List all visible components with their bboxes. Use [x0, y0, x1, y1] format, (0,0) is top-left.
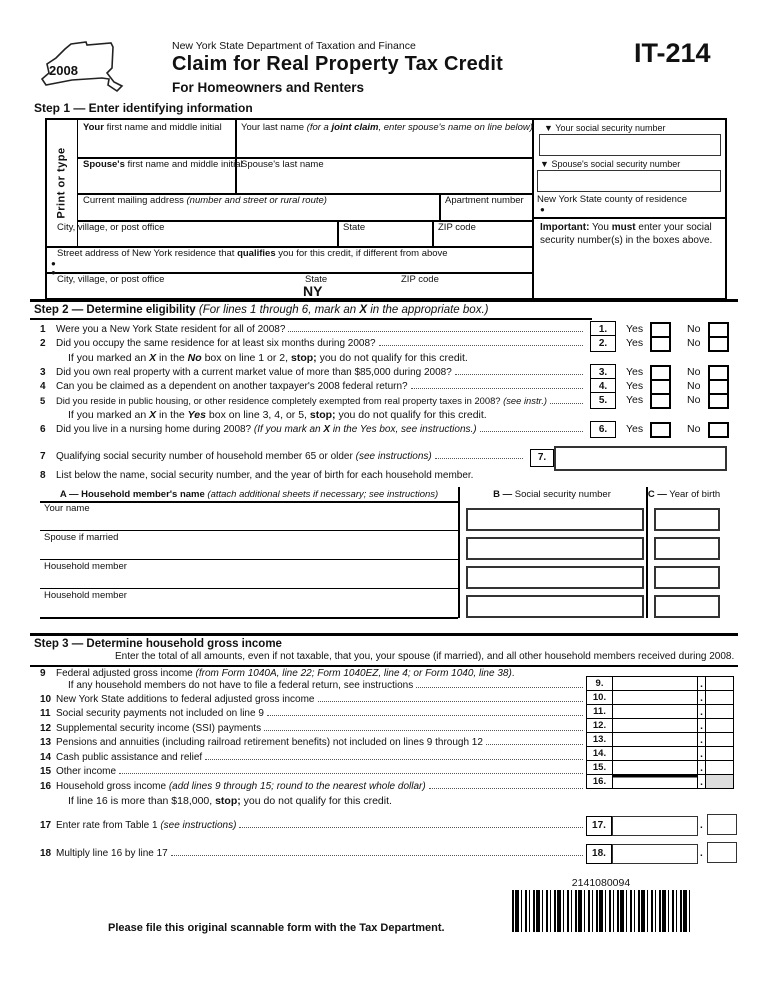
qualifying-street-label: Street address of New York residence that qualifies you for this credit, if different from above — [57, 248, 448, 259]
income-row-11: 11. . — [586, 705, 734, 719]
state2-label: State — [305, 274, 328, 285]
no-label: No — [687, 423, 701, 435]
mailing-address-label: Current mailing address (number and street or rural route) — [83, 195, 327, 206]
yes-label: Yes — [626, 337, 644, 349]
line12-cents-input[interactable] — [705, 719, 734, 732]
county-label: New York State county of residence — [537, 194, 687, 205]
line17-decimal-input[interactable] — [707, 814, 737, 835]
line7-number-box: 7. — [530, 449, 554, 467]
line-10-text: 10 New York State additions to federal adjusted gross income — [40, 694, 586, 706]
line-16-text: 16 Household gross income (add lines 9 through 15; round to the nearest whole dollar) — [40, 781, 586, 793]
barcode-number: 2141080094 — [571, 877, 631, 889]
household-ssn-input-1[interactable] — [466, 508, 644, 531]
question-line-3: 3 Did you own real property with a current market value of more than $85,000 during 2008? — [40, 367, 586, 379]
no-label: No — [687, 380, 701, 392]
line13-cents-input[interactable] — [705, 733, 734, 746]
your-last-name-label: Your last name (for a joint claim, enter spouse's name on line below) — [241, 122, 533, 133]
bullet-icon: ● — [540, 205, 545, 214]
yes-label: Yes — [626, 323, 644, 335]
line17-number-box: 17. — [586, 816, 612, 836]
no-label: No — [687, 366, 701, 378]
down-arrow-icon: ▼ — [544, 123, 553, 133]
income-row-14: 14. . — [586, 747, 734, 761]
line2-yes-checkbox[interactable] — [650, 336, 671, 352]
line11-amount-input[interactable] — [613, 705, 698, 718]
logo-year: 2008 — [49, 63, 78, 78]
line10-cents-input[interactable] — [705, 691, 734, 704]
line11-cents-input[interactable] — [705, 705, 734, 718]
no-label: No — [687, 394, 701, 406]
line15-amount-input[interactable] — [613, 761, 698, 774]
question-line-6: 6 Did you live in a nursing home during 2008? (If you mark an X in the Yes box, see instructions.) — [40, 424, 586, 436]
footer-instruction: Please file this original scannable form with the Tax Department. — [108, 922, 445, 934]
form-title: Claim for Real Property Tax Credit — [172, 53, 503, 75]
no-label: No — [687, 323, 701, 335]
stop-note-lines-3-4-5: If you marked an X in the Yes box on line 3, 4, or 5, stop; you do not qualify for this credit. — [68, 409, 487, 421]
identifying-info-table — [45, 118, 727, 300]
step3-subtitle: Enter the total of all amounts, even if not taxable, that you, your spouse (if married), and all other household members received during 2008. — [115, 651, 735, 662]
yes-label: Yes — [626, 394, 644, 406]
line2-no-checkbox[interactable] — [708, 336, 729, 352]
step2-heading: Step 2 — Determine eligibility (For lines 1 through 6, mark an X in the appropriate box.) — [34, 304, 489, 316]
barcode — [512, 890, 690, 932]
state2-value[interactable]: NY — [303, 283, 323, 299]
line-15-text: 15 Other income — [40, 766, 586, 778]
line6-yes-checkbox[interactable] — [650, 422, 671, 438]
your-first-name-label: Your first name and middle initial — [83, 122, 222, 133]
your-ssn-input[interactable] — [539, 134, 721, 156]
line4-number-box: 4. — [590, 378, 616, 395]
line16-cents-cell — [705, 775, 734, 788]
stop-note-lines-1-2: If you marked an X in the No box on line 1 or 2, stop; you do not qualify for this credit. — [68, 352, 468, 364]
household-col-c-header: C — Year of birth — [647, 489, 721, 500]
line9-cents-input[interactable] — [705, 677, 734, 690]
line-9-text: 9 Federal adjusted gross income (from Form 1040A, line 22; Form 1040EZ, line 4; or Form 1040, line 38). — [40, 668, 515, 679]
line-9-text-2: If any household members do not have to file a federal return, see instructions — [68, 680, 586, 692]
no-label: No — [687, 337, 701, 349]
line18-cents-input[interactable] — [707, 842, 737, 863]
your-ssn-label: Your social security number — [555, 123, 666, 133]
question-line-5: 5 Did you reside in public housing, or other residence completely exempted from real property taxes in 2008? (see instr.) — [40, 395, 586, 407]
household-ssn-input-3[interactable] — [466, 566, 644, 589]
line-18-text: 18 Multiply line 16 by line 17 — [40, 848, 586, 860]
line12-amount-input[interactable] — [613, 719, 698, 732]
line18-number-box: 18. — [586, 844, 612, 864]
step3-heading: Step 3 — Determine household gross income — [34, 638, 282, 650]
apartment-number-label: Apartment number — [445, 195, 524, 206]
line16-amount-input[interactable] — [613, 775, 698, 788]
spouse-ssn-input[interactable] — [537, 170, 721, 192]
household-ssn-input-2[interactable] — [466, 537, 644, 560]
bullet-icon: ● — [51, 259, 56, 268]
line18-amount-input[interactable] — [612, 844, 698, 864]
question-line-1: 1 Were you a New York State resident for all of 2008? — [40, 324, 586, 336]
line1-number-box: 1. — [590, 321, 616, 338]
line9-amount-input[interactable] — [613, 677, 698, 690]
line2-number-box: 2. — [590, 335, 616, 352]
yes-label: Yes — [626, 423, 644, 435]
line-14-text: 14 Cash public assistance and relief — [40, 752, 586, 764]
spouse-first-name-label: Spouse's first name and middle initial — [83, 159, 243, 170]
line-13-text: 13 Pensions and annuities (including railroad retirement benefits) not included on lines 9 through 12 — [40, 737, 586, 749]
line7-ssn-input[interactable] — [554, 446, 727, 471]
income-row-9: 9. . — [586, 677, 734, 691]
line-11-text: 11 Social security payments not included on line 9 — [40, 708, 586, 720]
line14-amount-input[interactable] — [613, 747, 698, 760]
household-col-b-header: B — Social security number — [493, 489, 611, 500]
stop-note-line-16: If line 16 is more than $18,000, stop; you do not qualify for this credit. — [68, 795, 392, 807]
city2-label: City, village, or post office — [57, 274, 165, 285]
zip2-label: ZIP code — [401, 274, 439, 285]
line5-yes-checkbox[interactable] — [650, 393, 671, 409]
line6-no-checkbox[interactable] — [708, 422, 729, 438]
line10-amount-input[interactable] — [613, 691, 698, 704]
household-row-label: Your name — [44, 503, 90, 514]
household-row-label: Household member — [44, 590, 127, 601]
line-8-instruction: 8 List below the name, social security number, and the year of birth for each household member. — [40, 470, 474, 481]
state-label: State — [343, 222, 366, 233]
household-row-label: Household member — [44, 561, 127, 572]
household-birthyear-input-1[interactable] — [654, 508, 720, 531]
income-row-15: 15. . — [586, 761, 734, 775]
important-note: Important: You must enter your social security number(s) in the boxes above. — [540, 222, 713, 246]
income-row-10: 10. . — [586, 691, 734, 705]
yes-label: Yes — [626, 366, 644, 378]
question-line-4: 4 Can you be claimed as a dependent on another taxpayer's 2008 federal return? — [40, 381, 586, 393]
question-line-2: 2 Did you occupy the same residence for at least six months during 2008? — [40, 338, 586, 350]
household-row-label: Spouse if married — [44, 532, 119, 543]
agency-name: New York State Department of Taxation and Finance — [172, 40, 416, 52]
city-label: City, village, or post office — [57, 222, 165, 233]
line6-number-box: 6. — [590, 421, 616, 438]
spouse-ssn-label: Spouse's social security number — [551, 159, 681, 169]
income-amount-table — [586, 676, 734, 789]
household-col-a-header: A — Household member's name (attach additional sheets if necessary; see instructions) — [59, 489, 439, 500]
income-row-16: 16. . — [586, 775, 734, 789]
line13-amount-input[interactable] — [613, 733, 698, 746]
household-birthyear-input-2[interactable] — [654, 537, 720, 560]
print-or-type-label: Print or type — [56, 147, 69, 219]
yes-label: Yes — [626, 380, 644, 392]
line14-cents-input[interactable] — [705, 747, 734, 760]
line17-rate-input[interactable] — [612, 816, 698, 836]
line15-cents-input[interactable] — [705, 761, 734, 774]
step1-heading: Step 1 — Enter identifying information — [34, 101, 253, 115]
line-17-text: 17 Enter rate from Table 1 (see instructions) — [40, 820, 586, 832]
household-ssn-input-4[interactable] — [466, 595, 644, 618]
down-arrow-icon: ▼ — [540, 159, 549, 169]
zip-label: ZIP code — [438, 222, 476, 233]
line5-number-box: 5. — [590, 392, 616, 409]
line5-no-checkbox[interactable] — [708, 393, 729, 409]
income-row-12: 12. . — [586, 719, 734, 733]
income-row-13: 13. . — [586, 733, 734, 747]
household-birthyear-input-3[interactable] — [654, 566, 720, 589]
form-number: IT-214 — [634, 38, 711, 68]
ny-state-logo — [34, 34, 126, 102]
form-page: 2008 New York State Department of Taxation and Finance Claim for Real Property Tax Credit For Homeowners and Renters IT-214 Step 1 — Enter identifying information Print or type Your first name and middle initial Your last name (for a joint claim, enter spouse's name on line below) Spouse's first name and middle initial Spouse's last name Current mailing address (number and street or rural route) Apartment number City, village, or post office State ZIP code Street address of New York residence that qualifies you for this credit, if different from above ● ● City, village, or post office State NY ZIP code ▼ Your social security number ▼ Spouse's social security number New York State county of residence ● Important: You must enter your social security number(s) in the boxes above. Step 2 — Determine eligibility (For lines 1 through 6, mark an X in the appropriate box.) 1 Were you a New York State resident for all of 2008? 1. Yes No 2 Did you occupy the same residence for at least six months during 2008? 2. Yes No If you marked an X in the No box on line 1 or 2, stop; you do not qualify for this credit. 3 Did you own real property with a current market value of more than $85,000 during 2008? 3. Yes No 4 Can you be claimed as a dependent on another taxpayer's 2008 federal return? 4. Yes No 5 Did you reside in public housing, or other residence completely exempted from real property taxes in 2008? (see instr.) 5. Yes No If you marked an X in the Yes box on line 3, 4, or 5, stop; you do not qualify for this credit. 6 Did you live in a nursing home during 2008? (If you mark an X in the Yes box, see instructions.) 6. Yes No 7 Qualifying social security number of household member 65 or older (see instructions) 7. 8 List below the name, social security number, and the year of birth for each household member. A — Household member's name (attach additional sheets if necessary; see instructions) B — Social security number C — Year of birth Your name Spouse if married Household member Household member Step 3 — Determine household gross income Enter the total of all amounts, even if not taxable, that you, your spouse (if married), and all other household members received during 2008. 9 Federal adjusted gross income (from Form 1040A, line 22; Form 1040EZ, line 4; or Form 1040, line 38). If any household members do not have to file a federal return, see instructions 10 New York State additions to federal adjusted gross income 11 Social security payments not included on line 9 12 Supplemental security income (SSI) payments 13 Pensions and annuities (including railroad retirement benefits) not included on lines 9 through 12 14 Cash public assistance and relief 15 Other income 16 Household gross income (add lines 9 through 15; round to the nearest whole dollar) If line 16 is more than $18,000, stop; you do not qualify for this credit. 9. . 10. . 11. . 12. . 13. . 14. . 15. . 16. . 17 Enter rate from Table 1 (see instructions) 17. . 18 Multiply line 16 by line 17 18. . 2141080094 Please file this original scannable form with the Tax Department. — [0, 0, 768, 994]
bullet-icon: ● — [51, 268, 56, 277]
form-subtitle: For Homeowners and Renters — [172, 80, 365, 95]
line3-number-box: 3. — [590, 364, 616, 381]
household-birthyear-input-4[interactable] — [654, 595, 720, 618]
question-line-7: 7 Qualifying social security number of household member 65 or older (see instructions) — [40, 451, 526, 463]
spouse-last-name-label: Spouse's last name — [241, 159, 324, 170]
line-12-text: 12 Supplemental security income (SSI) payments — [40, 723, 586, 735]
